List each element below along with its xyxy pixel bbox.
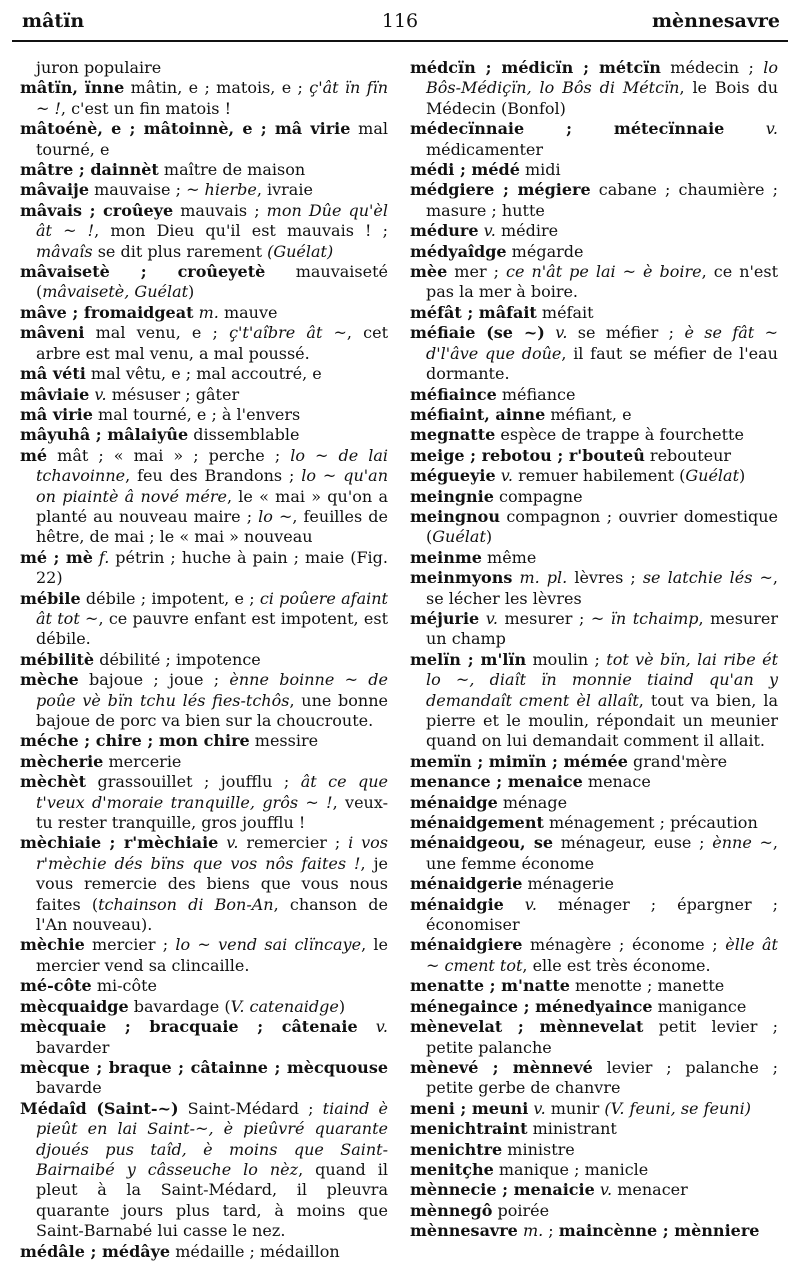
example-text: Guélat: [685, 466, 740, 486]
headword: ménegaince ; ménedyaince: [410, 996, 653, 1016]
example-text: mon Dûe qu'èl ât ~ !: [36, 200, 389, 241]
definition-text: , une bonne bajoue de porc va bien sur la choucroute.: [36, 690, 389, 730]
example-text: v.: [485, 608, 498, 628]
headword: mènnecie ; menaicie: [410, 1180, 595, 1200]
dictionary-entry: [410, 58, 778, 119]
headword: mènnegô: [410, 1200, 493, 1220]
dictionary-entry: [20, 833, 388, 935]
definition-text: compagnon ; ouvrier domestique (: [426, 506, 778, 547]
definition-text: même: [481, 547, 537, 567]
definition-text: espèce de trappe à fourchette: [495, 425, 744, 445]
dictionary-entry: [410, 568, 778, 609]
definition-text: remuer habilement (: [513, 466, 686, 486]
headword: mé ; mè: [20, 547, 93, 567]
definition-text: , une femme économe: [426, 833, 779, 873]
example-text: (Guélat): [267, 241, 334, 261]
definition-text: médaille ; médaillon: [170, 1241, 340, 1261]
dictionary-entry: [410, 1099, 778, 1119]
example-text: ci poûere afaint ât tot ~: [36, 588, 388, 628]
dictionary-entry: [20, 772, 388, 833]
definition-text: mercier ;: [84, 935, 176, 955]
dictionary-entry: [20, 160, 388, 180]
dictionary-entry: [410, 221, 778, 241]
dictionary-entry: [410, 1221, 778, 1241]
example-text: Guélat: [432, 527, 486, 547]
definition-text: se méfier ;: [567, 323, 685, 343]
definition-text: débilité ; impotence: [94, 649, 261, 669]
definition-text: mauve: [218, 302, 278, 322]
definition-text: manique ; manicle: [493, 1159, 649, 1179]
dictionary-entry: [20, 119, 388, 160]
definition-text: ): [739, 466, 746, 486]
example-text: v.: [500, 466, 513, 486]
definition-text: , c'est un fin matois !: [60, 98, 232, 118]
definition-text: munir: [545, 1098, 605, 1118]
definition-text: ministre: [502, 1139, 575, 1159]
dictionary-entry: [20, 425, 388, 445]
example-text: tiaind è pieût en lai Saint-~, è pieûvré quarante djoués pus taîd, è moins que Saint-Bairnaibé y câsseuche lo nèz: [36, 1098, 388, 1179]
page-header: [12, 8, 788, 42]
header-first-word: mâtïn: [22, 10, 85, 32]
example-text: ~ hierbe: [186, 180, 257, 200]
definition-text: bavarde: [36, 1078, 102, 1098]
example-text: v.: [533, 1098, 546, 1118]
example-text: lo ~ qu'an on piaintè â nové mére: [36, 466, 388, 506]
dictionary-entry: [410, 405, 778, 425]
definition-text: , ce pauvre enfant est impotent, est débile.: [36, 608, 389, 649]
dictionary-entry: [20, 1017, 388, 1058]
headword: mâtre ; dainnèt: [20, 160, 159, 180]
definition-text: petit levier ; petite palanche: [426, 1017, 778, 1057]
definition-text: mi-côte: [91, 976, 158, 996]
definition-text: mercerie: [103, 751, 182, 771]
headword: meinmyons: [410, 568, 513, 588]
dictionary-entry: [410, 466, 778, 486]
example-text: mâvaîs: [36, 241, 93, 261]
headword: mâviaie: [20, 384, 90, 404]
header-last-word: mènnesavre: [651, 10, 780, 32]
definition-text: ménagement ; précaution: [543, 813, 758, 833]
definition-text: bajoue ; joue ;: [78, 670, 230, 690]
headword: mé: [20, 445, 48, 465]
example-text: m. pl.: [519, 568, 568, 588]
headword: mé-côte: [20, 976, 92, 996]
dictionary-entry: [20, 446, 388, 548]
headword: maincènne ; mènniere: [558, 1221, 760, 1241]
example-text: ~ ïn tchaimp: [590, 608, 699, 628]
definition-text: , feuilles de hêtre, de mai ; le « mai » nouveau: [36, 506, 388, 547]
example-text: ce n'ât pe lai ~ è boire: [506, 262, 702, 282]
definition-text: ménageur, euse ;: [553, 833, 713, 853]
definition-text: pétrin ; huche à pain ; maie (Fig. 22): [36, 547, 388, 588]
example-text: èlle ât ~ cment tot: [426, 935, 778, 975]
definition-text: , veux-tu rester tranquille, gros joufflu !: [36, 792, 388, 833]
example-text: (V. feuni, se feuni): [604, 1098, 751, 1118]
dictionary-entry: [410, 323, 778, 384]
headword: mâvaisetè ; croûeyetè: [20, 262, 266, 282]
headword: mèchie: [20, 935, 85, 955]
dictionary-entry: [410, 874, 778, 894]
headword: médâle ; médâye: [20, 1241, 171, 1261]
definition-text: levier ; palanche ; petite gerbe de chanvre: [426, 1057, 778, 1098]
dictionary-entry: [20, 78, 388, 119]
dictionary-entry: [410, 609, 778, 650]
headword: ménaidgiere: [410, 935, 523, 955]
dictionary-entry: [410, 772, 778, 792]
headword: mècquaie ; bracquaie ; câtenaie: [20, 1017, 358, 1037]
definition-text: Saint-Médard ;: [178, 1098, 323, 1118]
dictionary-entry: [410, 385, 778, 405]
definition-text: ménagerie: [522, 874, 614, 894]
headword: meni ; meuni: [410, 1098, 529, 1118]
headword: mâvais ; croûeye: [20, 200, 174, 220]
dictionary-entry: [410, 446, 778, 466]
definition-text: compagne: [493, 486, 583, 506]
example-text: ât ce que t'veux d'moraie tranquille, grôs ~ !: [36, 772, 388, 812]
headword: memïn ; mimïn ; mémée: [410, 751, 628, 771]
headword: mâ virie: [20, 404, 93, 424]
definition-text: débile ; impotent, e ;: [80, 588, 260, 608]
dictionary-entry: [410, 1201, 778, 1221]
definition-text: manigance: [652, 996, 747, 1016]
dictionary-entry: [20, 58, 388, 78]
definition-text: lèvres ;: [567, 568, 643, 588]
definition-text: cabane ; chaumière ; masure ; hutte: [426, 180, 778, 220]
definition-text: , chanson de l'An nouveau).: [36, 894, 389, 935]
definition-text: , il faut se méfier de l'eau dormante.: [426, 343, 778, 384]
dictionary-entry: [20, 1058, 388, 1099]
dictionary-entry: [20, 1099, 388, 1242]
dictionary-entry: [410, 895, 778, 936]
example-text: lo ~ de lai tchavoinne: [36, 445, 388, 486]
definition-text: , cet arbre est mal venu, a mal poussé.: [36, 323, 389, 363]
right-column: [410, 58, 778, 1242]
definition-text: ): [188, 282, 195, 302]
headword: médi ; médé: [410, 160, 520, 180]
dictionary-entry: [20, 752, 388, 772]
example-text: ènne boinne ~ de poûe vè bïn tchu lés fies-tchôs: [36, 670, 388, 710]
headword: médure: [410, 221, 479, 241]
headword: médgiere ; mégiere: [410, 180, 591, 200]
definition-text: midi: [519, 160, 561, 180]
dictionary-entry: [410, 1058, 778, 1099]
headword: ménaidgie: [410, 894, 504, 914]
headword: méfiaint, ainne: [410, 404, 546, 424]
definition-text: , le « mai » qu'on a planté au nouveau maire ;: [36, 486, 388, 526]
definition-text: ;: [543, 1221, 559, 1241]
definition-text: mesurer ;: [497, 608, 591, 628]
headword: médcïn ; médicïn ; métcïn: [410, 58, 661, 77]
definition-text: méfiance: [496, 384, 576, 404]
headword: meige ; rebotou ; r'bouteû: [410, 445, 645, 465]
example-text: v.: [94, 384, 107, 404]
dictionary-entry: [410, 1140, 778, 1160]
example-text: lo ~: [258, 506, 293, 526]
headword: meinme: [410, 547, 482, 567]
definition-text: , se lécher les lèvres: [426, 568, 779, 608]
definition-text: maître de maison: [158, 160, 306, 180]
definition-text: menotte ; manette: [569, 976, 725, 996]
dictionary-entry: [410, 425, 778, 445]
headword: mèe: [410, 262, 448, 282]
definition-text: , ce n'est pas la mer à boire.: [426, 262, 779, 302]
headword: menatte ; m'natte: [410, 976, 570, 996]
dictionary-entry: [410, 935, 778, 976]
dictionary-entry: [410, 507, 778, 548]
example-text: V. catenaidge: [230, 996, 339, 1016]
definition-text: , ivraie: [256, 180, 313, 200]
example-text: f.: [98, 547, 110, 567]
example-text: v.: [375, 1017, 388, 1037]
dictionary-entry: [410, 1119, 778, 1139]
dictionary-entry: [20, 180, 388, 200]
definition-text: mauvaise ;: [89, 180, 187, 200]
definition-text: ministrant: [527, 1119, 617, 1139]
headword: meingnie: [410, 486, 494, 506]
dictionary-entry: [410, 793, 778, 813]
headword: Médaîd (Saint-~): [20, 1098, 179, 1118]
headword: mâve ; fromaidgeat: [20, 302, 194, 322]
headword: meingnou: [410, 506, 500, 526]
dictionary-entry: [20, 1242, 388, 1262]
dictionary-entry: [20, 323, 388, 364]
example-text: tchainson di Bon-An: [98, 894, 274, 914]
headword: ménaidgeou, se: [410, 833, 554, 853]
dictionary-entry: [20, 303, 388, 323]
headword: ménaidgerie: [410, 874, 523, 894]
example-text: i vos r'mèchie dés bïns que vos nôs faites !: [36, 833, 388, 873]
example-text: ç'ât ïn fïn ~ !: [36, 78, 389, 118]
dictionary-entry: [410, 160, 778, 180]
definition-text: médicamenter: [426, 139, 543, 159]
definition-text: ménager ; épargner ; économiser: [426, 894, 778, 935]
definition-text: , je vous remercie des biens que vous nous faites (: [36, 853, 388, 914]
dictionary-entry: [20, 731, 388, 751]
definition-text: ménage: [497, 792, 568, 812]
dictionary-entry: [410, 1017, 778, 1058]
headword: ménaidgement: [410, 813, 544, 833]
headword: menitçhe: [410, 1159, 494, 1179]
example-text: v.: [599, 1180, 613, 1200]
definition-text: bavarder: [36, 1037, 110, 1057]
definition-text: remercier ;: [238, 833, 349, 853]
example-text: mâvaisetè, Guélat: [42, 282, 189, 302]
headword: mâveni: [20, 323, 85, 343]
definition-text: grassouillet ; joufflu ;: [86, 772, 301, 792]
definition-text: , le mercier vend sa clincaille.: [36, 935, 388, 975]
definition-text: mât ; « mai » ; perche ;: [47, 445, 291, 465]
dictionary-entry: [20, 385, 388, 405]
definition-text: mal venu, e ;: [84, 323, 230, 343]
dictionary-entry: [20, 935, 388, 976]
headword: ménaidge: [410, 792, 498, 812]
header-rule: [12, 40, 788, 42]
example-text: lo ~ vend sai clïncaye: [175, 935, 362, 955]
example-text: v.: [524, 894, 538, 914]
headword: mècquaidge: [20, 996, 129, 1016]
headword: mébilitè: [20, 649, 95, 669]
headword: mébile: [20, 588, 81, 608]
headword: méjurie: [410, 608, 480, 628]
headword: mâyuhâ ; mâlaiyûe: [20, 425, 189, 445]
headword: mâtoénè, e ; mâtoinnè, e ; mâ virie: [20, 119, 351, 139]
headword: mècque ; braque ; câtainne ; mècquouse: [20, 1057, 388, 1077]
dictionary-entry: [20, 976, 388, 996]
dictionary-entry: [410, 976, 778, 996]
definition-text: [358, 1017, 376, 1036]
definition-text: menacer: [612, 1180, 688, 1200]
headword: mècherie: [20, 751, 104, 771]
dictionary-entry: [410, 303, 778, 323]
definition-text: ): [485, 527, 493, 547]
dictionary-entry: [20, 589, 388, 650]
headword: mâtïn, ïnne: [20, 78, 125, 98]
definition-text: , mon Dieu qu'il est mauvais ! ;: [94, 221, 389, 241]
page-number: 116: [381, 10, 419, 32]
definition-text: mésuser ; gâter: [106, 384, 240, 404]
definition-text: mâtin, e ; matois, e ;: [124, 78, 310, 98]
dictionary-entry: [410, 180, 778, 221]
definition-text: , quand il pleut à la Saint-Médard, il pleuvra quarante jours plus tard, à moins que Saint-Barnabé lui casse le nez.: [36, 1159, 389, 1241]
definition-text: mal tourné, e ; à l'envers: [92, 404, 301, 424]
definition-text: [545, 323, 555, 342]
dictionary-entry: [410, 1180, 778, 1200]
definition-text: [504, 895, 525, 914]
headword: médyaîdge: [410, 241, 507, 261]
headword: menichtre: [410, 1139, 503, 1159]
dictionary-entry: [410, 242, 778, 262]
dictionary-entry: [410, 1160, 778, 1180]
dictionary-entry: [410, 119, 778, 160]
headword: mènnesavre: [410, 1221, 518, 1241]
dictionary-entry: [410, 813, 778, 833]
dictionary-entry: [410, 752, 778, 772]
definition-text: mal vêtu, e ; mal accoutré, e: [85, 364, 322, 384]
headword: mènevelat ; mènnevelat: [410, 1017, 644, 1037]
definition-text: médecin ;: [660, 58, 764, 77]
headword: mèchiaie ; r'mèchiaie: [20, 833, 219, 853]
headword: méfât ; mâfait: [410, 302, 537, 322]
example-text: ç't'aîbre ât ~: [229, 323, 347, 343]
dictionary-entry: [20, 262, 388, 303]
headword: mégueyie: [410, 466, 496, 486]
definition-text: mauvaiseté (: [36, 262, 388, 302]
definition-text: dissemblable: [188, 425, 300, 445]
dictionary-entry: [410, 997, 778, 1017]
example-text: se latchie lés ~: [642, 568, 773, 588]
headword: médecïnnaie ; métecïnnaie: [410, 119, 725, 139]
example-text: v.: [226, 833, 239, 853]
headword: méfiaie (se ~): [410, 323, 545, 343]
headword: méfiaince: [410, 384, 497, 404]
definition-text: [724, 119, 765, 138]
definition-text: se dit plus rarement: [92, 241, 268, 261]
dictionary-entry: [20, 201, 388, 262]
dictionary-entry: [20, 364, 388, 384]
example-text: v.: [765, 119, 778, 139]
definition-text: , mesurer un champ: [426, 608, 779, 649]
headword: méche ; chire ; mon chire: [20, 731, 250, 751]
headword: mâvaije: [20, 180, 90, 200]
definition-text: grand'mère: [627, 751, 728, 771]
definition-text: menace: [582, 772, 651, 792]
definition-text: moulin ;: [526, 649, 607, 669]
definition-text: , feu des Brandons ;: [125, 466, 302, 486]
example-text: v.: [555, 323, 568, 343]
definition-text: méfiant, e: [545, 404, 632, 424]
definition-text: messire: [249, 731, 319, 751]
definition-text: , elle est très économe.: [522, 955, 711, 975]
definition-text: méfait: [536, 302, 594, 322]
dictionary-entry: [410, 833, 778, 874]
definition-text: poirée: [492, 1200, 550, 1220]
definition-text: mal tourné, e: [36, 119, 388, 159]
dictionary-entry: [410, 262, 778, 303]
example-text: m.: [198, 302, 219, 322]
definition-text: rebouteur: [644, 445, 732, 465]
headword: menance ; menaice: [410, 772, 583, 792]
example-text: v.: [483, 221, 496, 241]
definition-text: juron populaire: [36, 58, 162, 77]
dictionary-entry: [20, 405, 388, 425]
dictionary-entry: [20, 650, 388, 670]
definition-text: mauvais ;: [173, 200, 267, 220]
example-text: lo Bôs-Médiçïn, lo Bôs di Métcïn: [426, 58, 778, 98]
example-text: tot vè bïn, lai ribe ét lo ~, diaît ïn monnie tiaind qu'an y demandaît cment èl allaît: [426, 649, 778, 710]
definition-text: ): [338, 996, 346, 1016]
definition-text: ménagère ; économe ;: [522, 935, 726, 955]
definition-text: , le Bois du Médecin (Bonfol): [426, 78, 779, 118]
dictionary-entry: [20, 670, 388, 731]
example-text: ènne ~: [712, 833, 773, 853]
headword: megnatte: [410, 425, 496, 445]
definition-text: mer ;: [447, 262, 507, 282]
example-text: è se fât ~ d'l'âve que doûe: [426, 323, 779, 363]
definition-text: , tout va bien, la pierre et le moulin, répondait un meunier quand on lui demandait comment il allait.: [426, 690, 778, 751]
dictionary-entry: [410, 548, 778, 568]
dictionary-entry: [410, 650, 778, 752]
headword: mèchèt: [20, 772, 87, 792]
example-text: m.: [522, 1221, 544, 1241]
headword: mâ véti: [20, 364, 86, 384]
definition-text: bavardage (: [128, 996, 231, 1016]
dictionary-entry: [20, 997, 388, 1017]
definition-text: médire: [495, 221, 559, 241]
headword: melïn ; m'lïn: [410, 649, 527, 669]
headword: menichtraint: [410, 1119, 528, 1139]
definition-text: mégarde: [506, 241, 584, 261]
headword: mèche: [20, 670, 79, 690]
headword: mènevé ; mènnevé: [410, 1057, 593, 1077]
dictionary-entry: [20, 548, 388, 589]
dictionary-entry: [410, 487, 778, 507]
left-column: [20, 58, 388, 1262]
